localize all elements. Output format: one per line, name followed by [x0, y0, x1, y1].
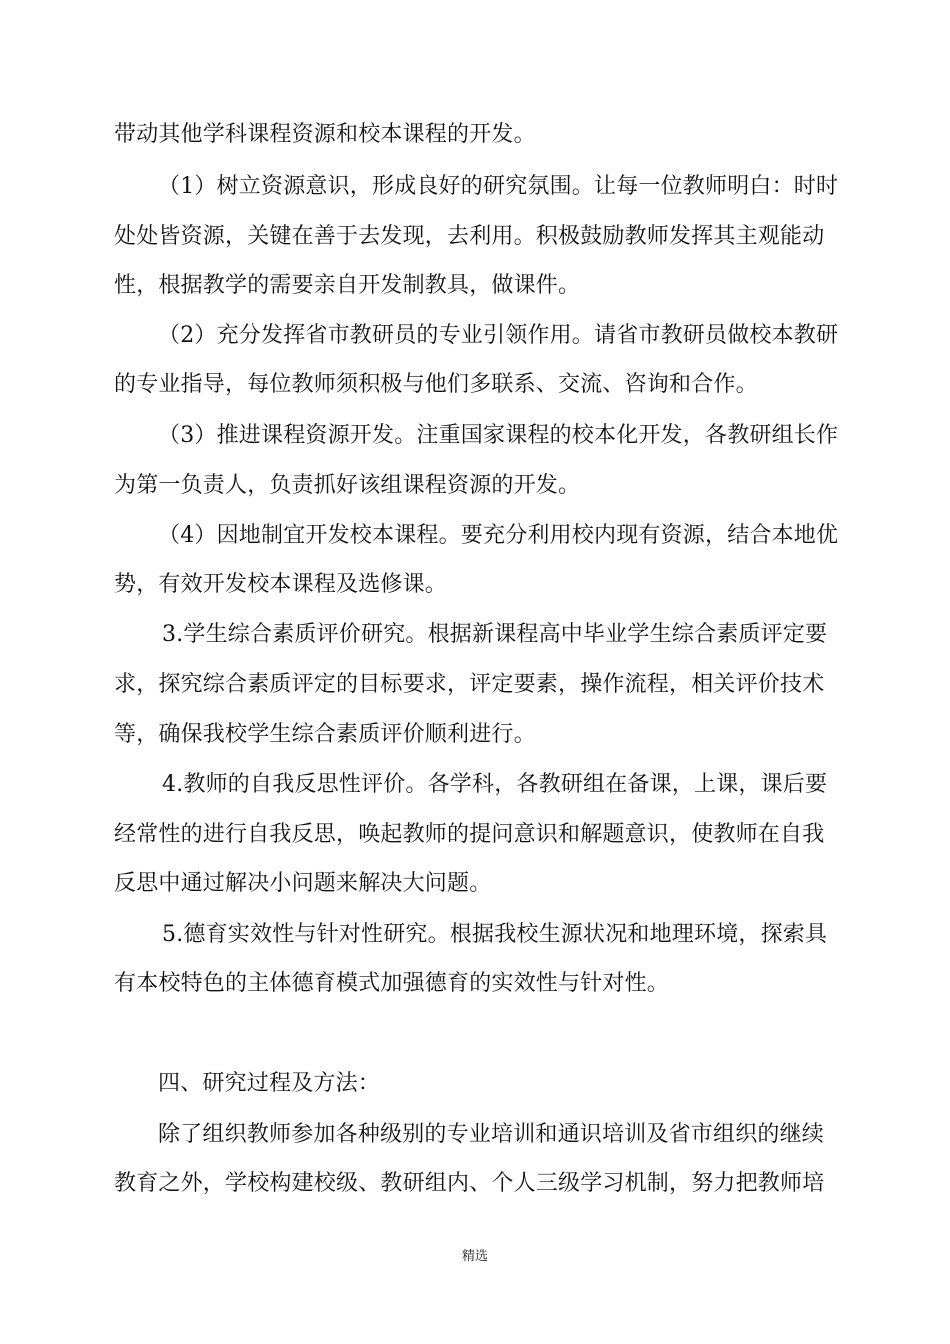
paragraph-line: 带动其他学科课程资源和校本课程的开发。	[114, 122, 536, 147]
paragraph-line: （3）推进课程资源开发。注重国家课程的校本化开发，各教研组长作	[158, 423, 839, 448]
paragraph-line: 3.学生综合素质评价研究。根据新课程高中毕业学生综合素质评定要	[162, 622, 828, 647]
paragraph-line: 求，探究综合素质评定的目标要求，评定要素，操作流程，相关评价技术	[114, 672, 825, 697]
paragraph-line: 势，有效开发校本课程及选修课。	[114, 572, 448, 597]
paragraph-line: 教育之外，学校构建校级、教研组内、个人三级学习机制，努力把教师培	[114, 1171, 825, 1196]
paragraph-line: 5.德育实效性与针对性研究。根据我校生源状况和地理环境，探索具	[162, 922, 828, 947]
paragraph-line: 经常性的进行自我反思，唤起教师的提问意识和解题意识，使教师在自我	[114, 822, 825, 847]
paragraph-line: 等，确保我校学生综合素质评价顺利进行。	[114, 722, 536, 747]
paragraph-line: 处处皆资源，关键在善于去发现，去利用。积极鼓励教师发挥其主观能动	[114, 224, 825, 249]
section-heading: 四、研究过程及方法：	[158, 1071, 381, 1096]
paragraph-line: 为第一负责人，负责抓好该组课程资源的开发。	[114, 473, 581, 498]
paragraph-line: 的专业指导，每位教师须积极与他们多联系、交流、咨询和合作。	[114, 372, 758, 397]
paragraph-line: 反思中通过解决小问题来解决大问题。	[114, 871, 492, 896]
paragraph-line: （1）树立资源意识，形成良好的研究氛围。让每一位教师明白：时时	[158, 174, 839, 199]
paragraph-line: 除了组织教师参加各种级别的专业培训和通识培训及省市组织的继续	[158, 1122, 825, 1147]
paragraph-line: （2）充分发挥省市教研员的专业引领作用。请省市教研员做校本教研	[158, 323, 839, 348]
paragraph-line: （4）因地制宜开发校本课程。要充分利用校内现有资源，结合本地优	[158, 523, 839, 548]
paragraph-line: 4.教师的自我反思性评价。各学科，各教研组在备课，上课，课后要	[162, 772, 828, 797]
paragraph-line: 性，根据教学的需要亲自开发制教具，做课件。	[114, 273, 581, 298]
page-footer: 精选	[461, 1249, 488, 1264]
paragraph-line: 有本校特色的主体德育模式加强德育的实效性与针对性。	[114, 971, 670, 996]
